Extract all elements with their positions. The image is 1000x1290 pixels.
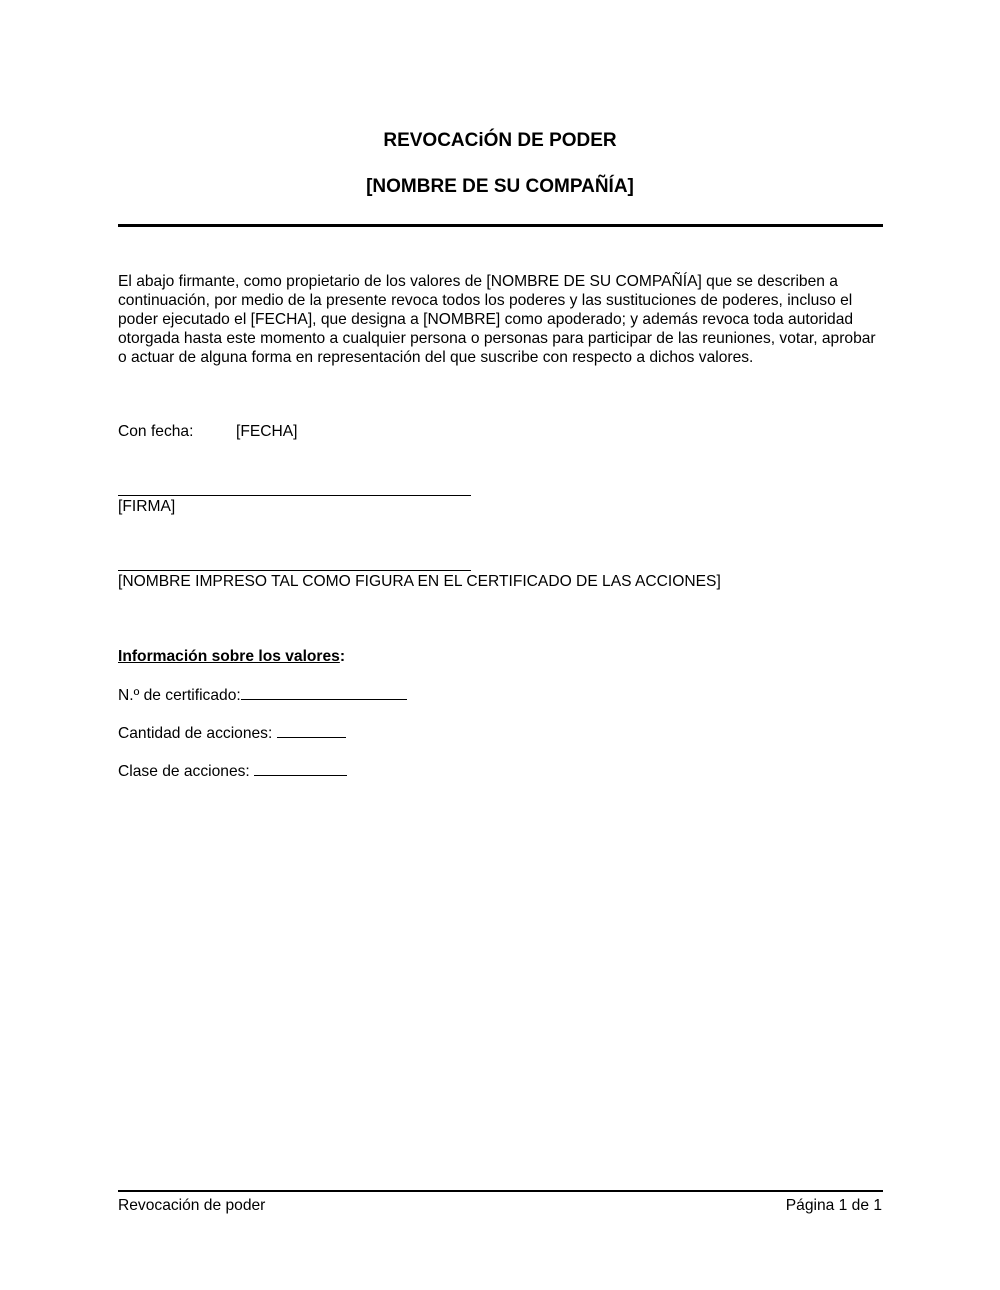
share-class-field: [118, 761, 347, 781]
company-name-placeholder: [NOMBRE DE SU COMPAÑÍA]: [366, 176, 634, 197]
date-row: [118, 423, 298, 441]
document-title: REVOCACiÓN DE PODER: [383, 130, 617, 151]
printed-name-line: [118, 570, 471, 571]
date-label: Con fecha:: [118, 423, 194, 440]
printed-name-label: [NOMBRE IMPRESO TAL COMO FIGURA EN EL CERTIFICADO DE LAS ACCIONES]: [118, 573, 721, 590]
date-value: [FECHA]: [236, 423, 298, 440]
footer-document-name: Revocación de poder: [118, 1197, 266, 1214]
share-class-blank: [254, 761, 347, 776]
header-divider: [118, 224, 883, 227]
signature-line: [118, 495, 471, 496]
revocation-paragraph: El abajo firmante, como propietario de los valores de [NOMBRE DE SU COMPAÑÍA] que se describen a continuación, por medio de la presente revoca todos los poderes y las sustituciones de poderes, incluso el poder ejecutado el [FECHA], que designa a [NOMBRE] como apoderado; y además revoca toda autoridad otorgada hasta este momento a cualquier persona o personas para participar de las reuniones, votar, aprobar o actuar de alguna forma en representación del que suscribe con respecto a dichos valores.: [118, 273, 876, 366]
signature-label: [FIRMA]: [118, 498, 176, 515]
certificate-number-label: N.º de certificado:: [118, 687, 241, 704]
securities-heading-colon: :: [339, 648, 346, 665]
footer-divider: [118, 1190, 883, 1192]
securities-section-heading: [118, 648, 345, 666]
certificate-number-field: [118, 685, 407, 705]
footer-page-number: Página 1 de 1: [785, 1197, 882, 1214]
share-quantity-field: [118, 723, 346, 743]
share-class-label: Clase de acciones:: [118, 763, 255, 780]
certificate-number-blank: [241, 685, 407, 700]
share-quantity-label: Cantidad de acciones:: [118, 725, 277, 742]
securities-heading-text: Información sobre los valores: [118, 648, 340, 665]
share-quantity-blank: [277, 723, 346, 738]
